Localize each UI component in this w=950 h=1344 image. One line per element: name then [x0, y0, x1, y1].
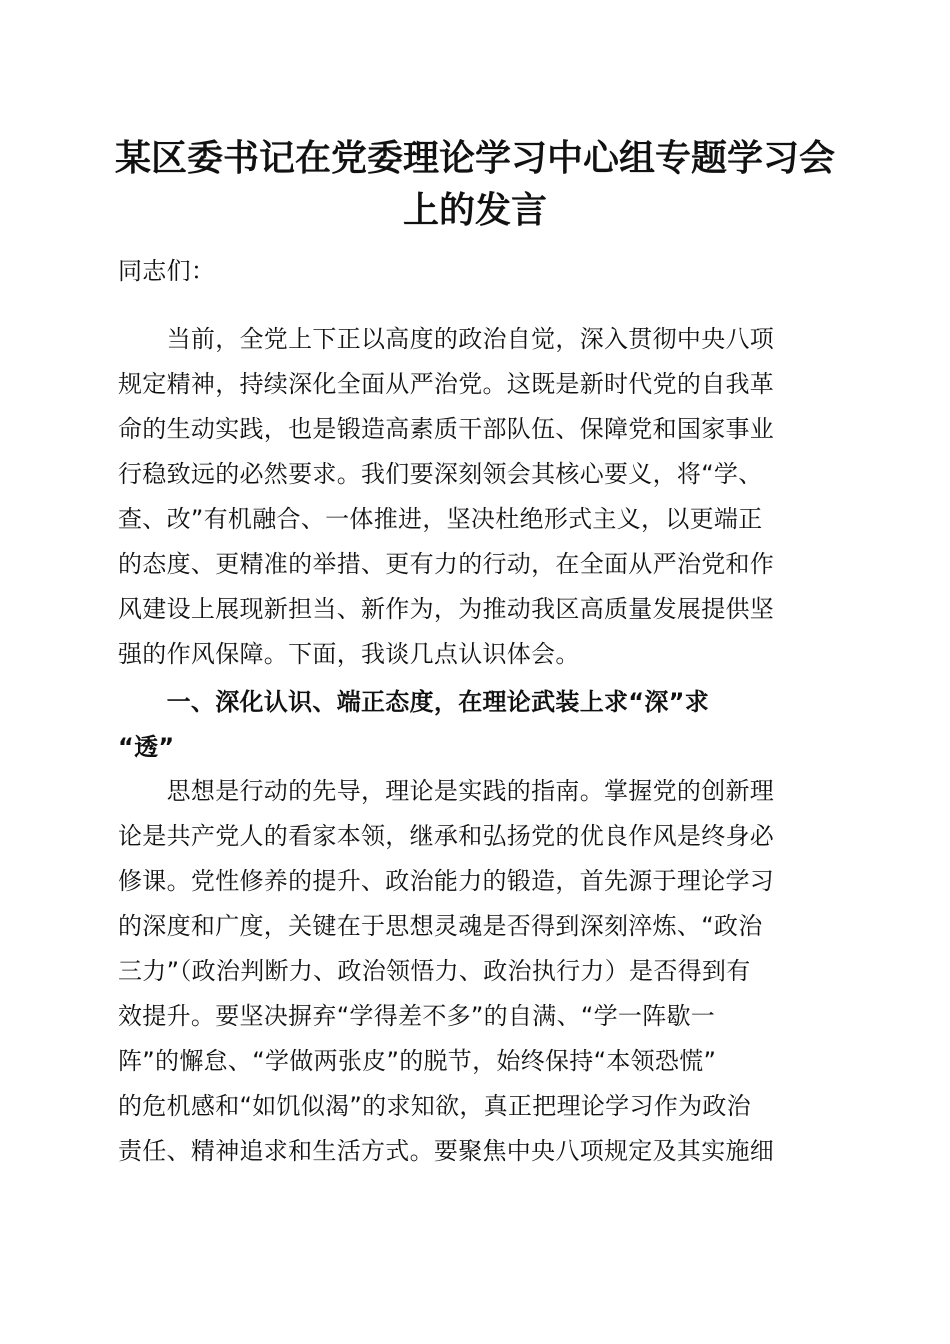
- section-heading-line: 一、深化认识、端正态度，在理论武装上求“深”求: [118, 688, 710, 716]
- paragraph-line: 修课。党性修养的提升、政治能力的锻造，首先源于理论学习: [118, 867, 775, 895]
- paragraph-section-1: [118, 769, 838, 1174]
- paragraph-line: 的态度、更精准的举措、更有力的行动，在全面从严治党和作: [118, 550, 775, 578]
- section-heading-1: [118, 680, 838, 770]
- paragraph-line: 强的作风保障。下面，我谈几点认识体会。: [118, 640, 580, 668]
- paragraph-line: 的危机感和“如饥似渴”的求知欲，真正把理论学习作为政治: [118, 1092, 751, 1120]
- paragraph-line: 论是共产党人的看家本领，继承和弘扬党的优良作风是终身必: [118, 822, 775, 850]
- paragraph-line: 查、改”有机融合、一体推进，坚决杜绝形式主义，以更端正: [118, 505, 763, 533]
- paragraph-line: 当前，全党上下正以高度的政治自觉，深入贯彻中央八项: [118, 325, 775, 353]
- paragraph-line: 责任、精神追求和生活方式。要聚焦中央八项规定及其实施细: [118, 1137, 775, 1165]
- paragraph-line: 思想是行动的先导，理论是实践的指南。掌握党的创新理: [118, 777, 775, 805]
- document-title-line-2: 上的发言: [402, 189, 547, 231]
- paragraph-line: 的深度和广度，关键在于思想灵魂是否得到深刻淬炼、“政治: [118, 912, 763, 940]
- paragraph-intro: [118, 317, 838, 677]
- greeting: [118, 249, 838, 294]
- paragraph-line: 规定精神，持续深化全面从严治党。这既是新时代党的自我革: [118, 370, 775, 398]
- paragraph-line: 阵”的懈怠、“学做两张皮”的脱节，始终保持“本领恐慌”: [118, 1047, 717, 1075]
- paragraph-line: 行稳致远的必然要求。我们要深刻领会其核心要义，将“学、: [118, 460, 763, 488]
- paragraph-line: 命的生动实践，也是锻造高素质干部队伍、保障党和国家事业: [118, 415, 775, 443]
- paragraph-line: 效提升。要坚决摒弃“学得差不多”的自满、“学一阵歇一: [118, 1002, 716, 1030]
- document-title-line-1: 某区委书记在党委理论学习中心组专题学习会: [114, 137, 835, 179]
- section-heading-line: “透”: [118, 733, 175, 761]
- greeting-text: 同志们：: [118, 257, 216, 285]
- paragraph-line: 三力”（政治判断力、政治领悟力、政治执行力）是否得到有: [118, 957, 751, 985]
- paragraph-line: 风建设上展现新担当、新作为，为推动我区高质量发展提供坚: [118, 595, 775, 623]
